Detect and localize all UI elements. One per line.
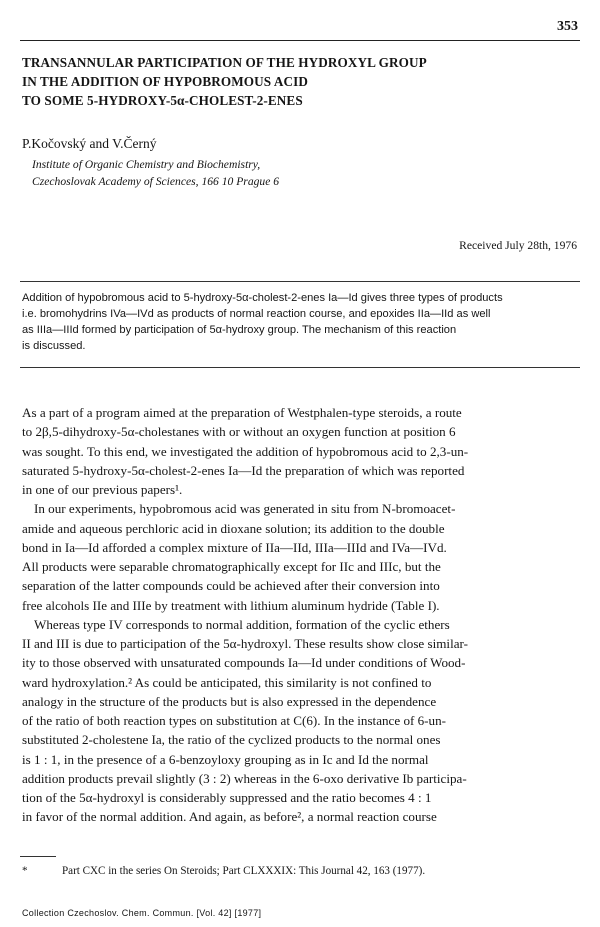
body-line: In our experiments, hypobromous acid was generated in situ from N-bromoacet- bbox=[34, 501, 456, 517]
abstract bbox=[22, 290, 578, 354]
page-number: 353 bbox=[557, 19, 578, 34]
footnote-mark: * bbox=[22, 865, 28, 877]
article-title bbox=[22, 53, 582, 110]
title-line: IN THE ADDITION OF HYPOBROMOUS ACID bbox=[22, 74, 308, 89]
body-line: addition products prevail slightly (3 : 2) whereas in the 6-oxo derivative Ib participa- bbox=[22, 770, 467, 786]
body-line: tion of the 5α-hydroxyl is considerably suppressed and the ratio becomes 4 : 1 bbox=[22, 790, 432, 805]
body-line: All products were separable chromatographically except for IIc and IIIc, but the bbox=[22, 559, 441, 574]
body-line: in favor of the normal addition. And again, as before², a normal reaction course bbox=[22, 809, 437, 825]
body-line: ward hydroxylation.² As could be anticipated, this similarity is not confined to bbox=[22, 674, 432, 690]
abstract-line: as IIIa—IIId formed by participation of 5α-hydroxy group. The mechanism of this reaction bbox=[22, 324, 457, 336]
title-line: TO SOME 5-HYDROXY-5α-CHOLEST-2-ENES bbox=[22, 93, 303, 108]
affiliation-line: Czechoslovak Academy of Sciences, 166 10 Prague 6 bbox=[32, 175, 280, 188]
body-line: substituted 2-cholestene Ia, the ratio of the cyclized products to the normal ones bbox=[22, 732, 441, 748]
abstract-bottom-rule bbox=[20, 367, 580, 368]
body-line: ity to those observed with unsaturated compounds Ia—Id under conditions of Wood- bbox=[22, 655, 466, 671]
body-line: to 2β,5-dihydroxy-5α-cholestanes with or without an oxygen function at position 6 bbox=[22, 424, 456, 440]
body-line: was sought. To this end, we investigated the addition of hypobromous acid to 2,3-un- bbox=[22, 443, 469, 459]
body-line: in one of our previous papers¹. bbox=[22, 482, 183, 497]
body-line: bond in Ia—Id afforded a complex mixture of IIa—IId, IIIa—IIId and IVa—IVd. bbox=[22, 539, 447, 555]
body-line: II and III is due to participation of the 5α-hydroxyl. These results show close similar- bbox=[22, 636, 468, 651]
body-line: analogy in the structure of the products but is also expressed in the dependence bbox=[22, 693, 437, 709]
abstract-line: is discussed. bbox=[22, 340, 86, 352]
body-line: amide and aqueous perchloric acid in dioxane solution; its addition to the double bbox=[22, 520, 445, 536]
body-line: free alcohols IIe and IIIe by treatment with lithium aluminum hydride (Table I). bbox=[22, 597, 440, 613]
title-line: TRANSANNULAR PARTICIPATION OF THE HYDROXYL GROUP bbox=[22, 55, 427, 70]
body-line: separation of the latter compounds could be achieved after their conversion into bbox=[22, 578, 440, 594]
footnote bbox=[22, 865, 425, 877]
affiliation bbox=[32, 156, 279, 190]
affiliation-line: Institute of Organic Chemistry and Biochemistry, bbox=[32, 158, 261, 171]
abstract-top-rule bbox=[20, 281, 580, 282]
body-line: Whereas type IV corresponds to normal addition, formation of the cyclic ethers bbox=[34, 616, 450, 632]
received-date: Received July 28th, 1976 bbox=[459, 239, 577, 252]
body-line: of the ratio of both reaction types on substitution at C(6). In the instance of 6-un- bbox=[22, 713, 446, 728]
journal-footer: Collection Czechoslov. Chem. Commun. [Vol. 42] [1977] bbox=[22, 908, 262, 918]
footnote-text: Part CXC in the series On Steroids; Part CLXXXIX: This Journal 42, 163 (1977). bbox=[62, 865, 426, 877]
footnote-rule bbox=[20, 856, 56, 857]
authors: P.Kočovský and V.Černý bbox=[22, 136, 157, 151]
body-line: As a part of a program aimed at the preparation of Westphalen-type steroids, a route bbox=[22, 405, 462, 420]
header-rule bbox=[20, 40, 580, 41]
body-text bbox=[22, 403, 588, 827]
abstract-line: Addition of hypobromous acid to 5-hydroxy-5α-cholest-2-enes Ia—Id gives three types of products bbox=[22, 292, 503, 304]
body-line: is 1 : 1, in the presence of a 6-benzoyloxy grouping as in Ic and Id the normal bbox=[22, 751, 429, 767]
body-line: saturated 5-hydroxy-5α-cholest-2-enes Ia—Id the preparation of which was reported bbox=[22, 462, 465, 478]
abstract-line: i.e. bromohydrins IVa—IVd as products of normal reaction course, and epoxides IIa—IId as well bbox=[22, 308, 491, 320]
